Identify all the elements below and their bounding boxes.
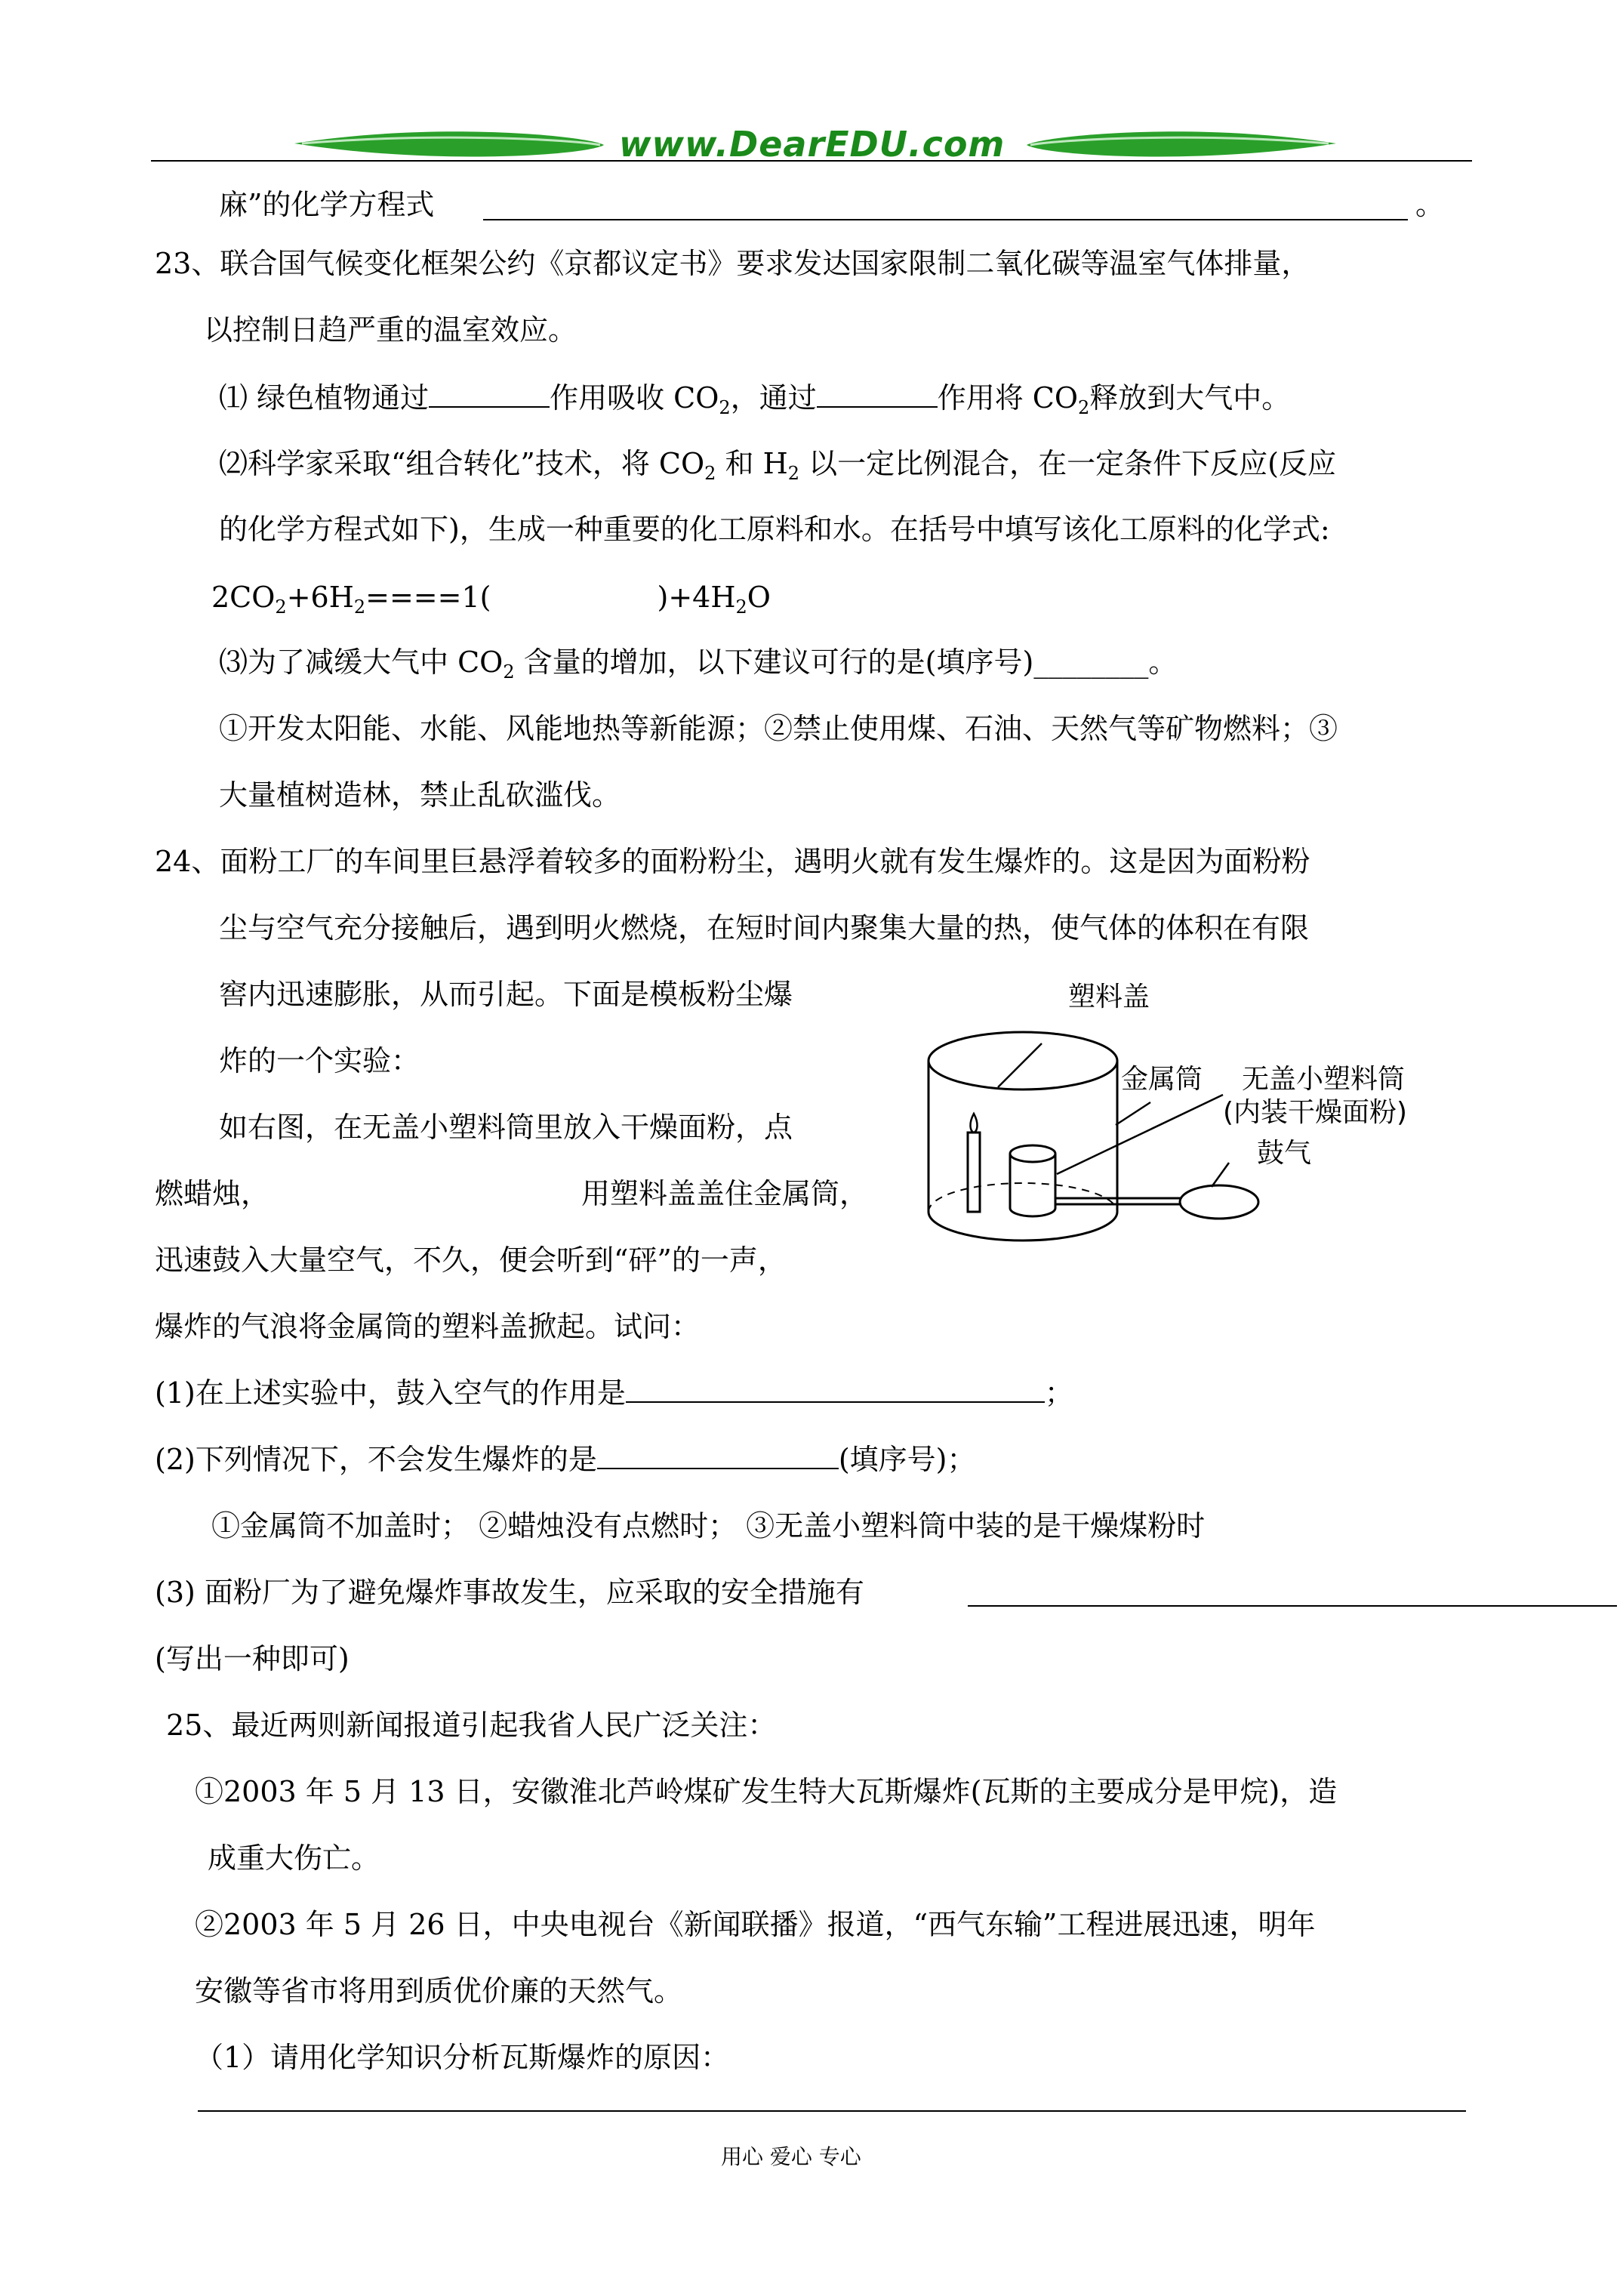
q22-answer-blank [483,219,1408,220]
label-small-cup: 无盖小塑料筒 [1242,1064,1406,1095]
q23-part2-line1: ⑵科学家采取“组合转化”技术，将 $CO_2$ 和 $H_2$ 以一定比例混合，在一定条件下反应(反应 [219,447,1336,484]
q23-part1: ⑴ 绿色植物通过 作用吸收 $CO_2$，通过 作用将 $CO_2$释放到大气中。 [219,381,1291,418]
q23-stem-line2: 以控制日趋严重的温室效应。 [204,313,577,347]
q25-news1-line1: ①2003 年 5 月 13 日，安徽淮北芦岭煤矿发生特大瓦斯爆炸(瓦斯的主要成分是甲烷)，造 [195,1775,1338,1808]
site-logo-text: www.DearEDU.com [619,124,1006,165]
candle [968,1133,980,1212]
label-small-cup-contents: (内装干燥面粉) [1223,1097,1408,1128]
q23-blank-2 [817,406,938,408]
q24-stem-line7: 迅速鼓入大量空气，不久，便会听到“砰”的一声， [155,1244,787,1277]
q24-stem-line2: 尘与空气充分接触后，遇到明火燃烧，在短时间内聚集大量的热，使气体的体积在有限 [219,911,1310,945]
label-blow-air: 鼓气 [1257,1138,1312,1169]
q24-stem-line8: 爆炸的气浪将金属筒的塑料盖掀起。试问： [155,1310,701,1343]
label-metal-can: 金属筒 [1121,1064,1203,1095]
q23-equation: $2CO_2+6H_2====1$( )$+4H_2O$ [211,581,771,618]
q24-stem-line5: 如右图，在无盖小塑料筒里放入干燥面粉，点 [219,1111,793,1144]
q24-sub3-note: (写出一种即可) [155,1642,350,1675]
q24-blank-2 [597,1468,839,1469]
q25-news2-line2: 安徽等省市将用到质优价廉的天然气。 [195,1974,683,2008]
q24-sub2-options: ①金属筒不加盖时； ②蜡烛没有点燃时； ③无盖小塑料筒中装的是干燥煤粉时 [211,1509,1206,1542]
q24-sub1: (1)在上述实验中，鼓入空气的作用是 ； [155,1376,1073,1410]
plastic-lid [929,1032,1117,1089]
q24-stem-line4: 炸的一个实验： [219,1044,420,1077]
q24-stem-line3: 窖内迅速膨胀，从而引起。下面是模板粉尘爆 [219,978,793,1011]
q24-blank-3 [968,1605,1617,1607]
q24-blank-1 [626,1401,1045,1403]
q24-stem-line6a: 燃蜡烛， [155,1177,270,1210]
label-plastic-lid: 塑料盖 [1068,982,1150,1012]
small-plastic-cup [1010,1145,1055,1162]
q23-options-line2: 大量植树造林，禁止乱砍滥伐。 [219,778,621,812]
q23-options-line1: ①开发太阳能、水能、风能地热等新能源；②禁止使用煤、石油、天然气等矿物燃料；③ [219,712,1338,745]
q25-news2-line1: ②2003 年 5 月 26 日，中央电视台《新闻联播》报道，“西气东输”工程进展迅速，明年 [195,1908,1316,1941]
q24-stem-line6b: 用塑料盖盖住金属筒， [581,1177,869,1210]
q22-end: 。 [1415,188,1445,221]
q23-part3: ⑶为了减缓大气中 $CO_2$ 含量的增加，以下建议可行的是(填序号)________。 [219,646,1178,683]
q25-news1-line2: 成重大伤亡。 [208,1841,380,1875]
q22-tail: 麻”的化学方程式 [219,188,435,221]
q23-blank-1 [429,406,550,408]
footer-text: 用心 爱心 专心 [721,2144,861,2169]
air-bulb [1180,1185,1258,1219]
q23-part2-line2: 的化学方程式如下)，生成一种重要的化工原料和水。在括号中填写该化工原料的化学式: [219,513,1330,546]
q25-question1: （1）请用化学知识分析瓦斯爆炸的原因： [195,2041,730,2074]
header-rule [151,160,1472,162]
q23-stem-line1: 23、联合国气候变化框架公约《京都议定书》要求发达国家限制二氧化碳等温室气体排量， [155,247,1310,280]
q24-sub2: (2)下列情况下，不会发生爆炸的是 (填序号)； [155,1443,976,1476]
q25-stem: 25、最近两则新闻报道引起我省人民广泛关注： [166,1709,777,1742]
footer-rule [198,2110,1466,2112]
q24-sub3: (3) 面粉厂为了避免爆炸事故发生，应采取的安全措施有 [155,1576,864,1609]
q24-stem-line1: 24、面粉工厂的车间里巨悬浮着较多的面粉粉尘，遇明火就有发生爆炸的。这是因为面粉粉 [155,845,1310,878]
